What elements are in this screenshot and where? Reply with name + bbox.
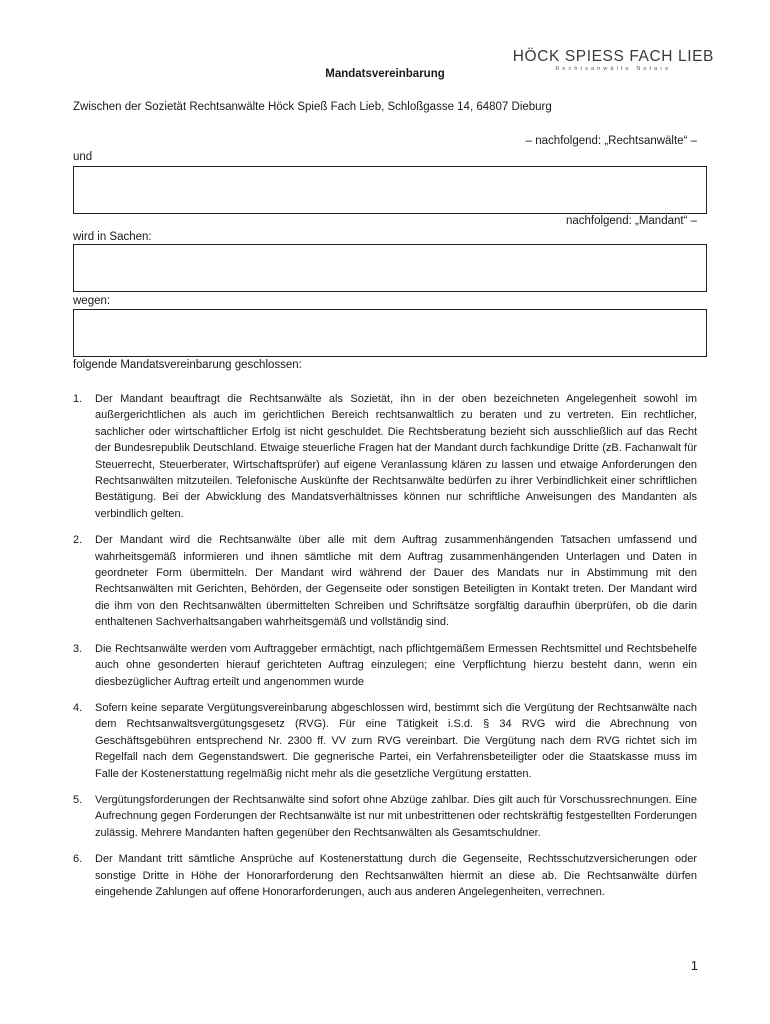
clause-text: Die Rechtsanwälte werden vom Auftraggeber ermächtigt, nach pflichtgemäßem Ermessen Rechtsmittel und Rechtsbehelfe auch ohne gesonderten hierauf gerichteten Auftrag einzulegen; eine Verpflichtung hierzu besteht dann, wenn ein diesbezüglicher Auftrag erteilt und angenommen wurde (95, 642, 697, 688)
clause-number: 1. (73, 393, 83, 405)
clause-text: Der Mandant beauftragt die Rechtsanwälte als Sozietät, ihn in der oben bezeichneten Angelegenheit sowohl im außergerichtlichen als auch im gerichtlichen Bereich rechtsanwaltlich zu beraten und zu vertreten. Ein rechtlicher, sachlicher oder wirtschaftlicher Erfolg ist nicht geschuldet. Die Rechtsberatung bezieht sich ausschließlich auf das Recht der Bundesrepublik Deutschland. Etwaige steuerliche Fragen hat der Mandant durch fachkundige Dritte (zB. Fachanwalt für Steuerrecht, Steuerberater, Wirtschaftsprüfer) auf eigene Veranlassung klären zu lassen und etwaige Anforderungen den Rechtsanwälten mitzuteilen. Telefonische Auskünfte der Rechtsanwälte bedürfen zu ihrer Verbindlichkeit einer schriftlichen Bestätigung. Bei der Abwicklung des Mandatsverhältnisses können nur schriftliche Anweisungen des Mandanten als verbindlich gelten. (95, 393, 697, 520)
document-title: Mandatsvereinbarung (325, 68, 445, 80)
clause-number: 6. (73, 853, 83, 866)
clause-list (73, 391, 697, 910)
logo-wordmark: HÖCK SPIESS FACH LIEB (512, 48, 714, 65)
concluded-line: folgende Mandatsvereinbarung geschlossen: (73, 359, 302, 371)
clause-number: 5. (73, 793, 83, 806)
clause-4 (73, 700, 697, 782)
page-number: 1 (690, 958, 698, 973)
clause-1 (73, 391, 697, 522)
clause-number: 3. (73, 642, 83, 655)
clause-6 (73, 851, 697, 900)
clause-number: 4. (73, 701, 83, 714)
clause-5 (73, 792, 697, 841)
reason-field[interactable] (73, 309, 707, 357)
reason-label: wegen: (73, 295, 111, 307)
clause-text: Der Mandant wird die Rechtsanwälte über alle mit dem Auftrag zusammenhängenden Tatsachen umfassend und wahrheitsgemäß informieren und ihnen sämtliche mit dem Auftrag zusammenhängenden Unterlagen und Daten in geordneter Form übermitteln. Der Mandant wird während der Dauer des Mandats nur in Abstimmung mit den Rechtsanwälten mit Gerichten, Behörden, der Gegenseite oder sonstigen Beteiligten in Kontakt treten. Der Mandant wird die ihm von den Rechtsanwälten übermittelten Schreiben und Schriftsätze sorgfältig daraufhin überprüfen, ob die darin enthaltenen Sachverhaltsangaben wahrheitsgemäß und vollständig sind. (95, 534, 697, 629)
lawyers-alias: – nachfolgend: „Rechtsanwälte“ – (525, 135, 697, 147)
clause-text: Vergütungsforderungen der Rechtsanwälte sind sofort ohne Abzüge zahlbar. Dies gilt auch für Vorschussrechnungen. Eine Aufrechnung gegen Forderungen der Rechtsanwälte ist nur mit unbestrittenen oder rechtskräftig festgestellten Forderungen zulässig. Mehrere Mandanten haften gegenüber den Rechtsanwälten als Gesamtschuldner. (95, 793, 697, 839)
clause-3 (73, 641, 697, 690)
logo-tagline: Rechtsanwälte Notare (555, 66, 672, 72)
clause-2 (73, 532, 697, 630)
client-alias: nachfolgend: „Mandant“ – (565, 215, 697, 227)
client-name-field[interactable] (73, 166, 707, 214)
matter-field[interactable] (73, 244, 707, 292)
clause-text: Der Mandant tritt sämtliche Ansprüche auf Kostenerstattung durch die Gegenseite, Rechtsschutzversicherungen oder sonstige Dritte in Höhe der Honorarforderung den Rechtsanwälten hiermit an diese ab. Die Rechtsanwälte dürfen eingehende Zahlungen auf offene Honorarforderungen, auch aus anderen Angelegenheiten, verrechnen. (95, 853, 697, 898)
parties-intro: Zwischen der Sozietät Rechtsanwälte Höck Spieß Fach Lieb, Schloßgasse 14, 64807 Dieburg (73, 101, 552, 113)
matter-label: wird in Sachen: (73, 231, 152, 243)
clause-text: Sofern keine separate Vergütungsvereinbarung abgeschlossen wird, bestimmt sich die Vergütung der Rechtsanwälte nach dem Rechtsanwaltsvergütungsgesetz (RVG). Für eine Tätigkeit i.S.d. § 34 RVG wird die Abrechnung von Geschäftsgebühren entsprechend Nr. 2300 ff. VV zum RVG vereinbart. Die Vergütung nach dem RVG richtet sich im Regelfall nach dem Gegenstandswert. Die gegnerische Partei, ein Verfahrensbeteiligter oder die Staatskasse muss im Falle der Kostenerstattung regelmäßig nicht mehr als die gesetzliche Vergütung erstatten. (95, 701, 697, 780)
and-label: und (73, 151, 93, 163)
clause-number: 2. (73, 534, 83, 547)
